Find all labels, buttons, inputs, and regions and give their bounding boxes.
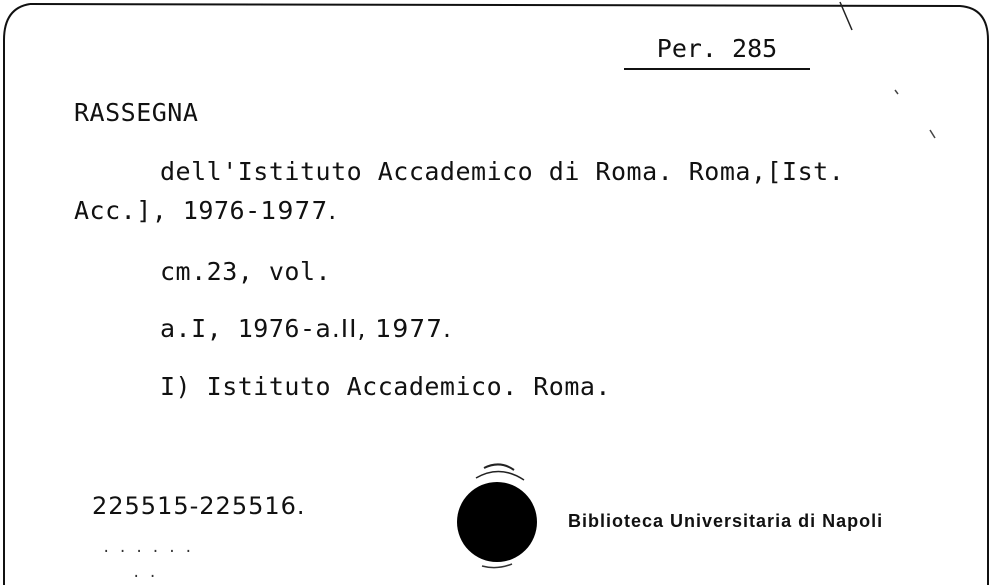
dot-marks-lower: .. [132, 565, 165, 581]
inventory-line [92, 492, 306, 520]
size-line: cm.23, vol. [160, 257, 332, 286]
inventory-typed: 225515- [92, 492, 200, 520]
library-name: Biblioteca Universitaria di Napoli [568, 511, 884, 531]
inventory-handwritten: 225516. [199, 492, 306, 520]
subject-entry: I) Istituto Accademico. Roma. [160, 372, 611, 401]
heading-rassegna: RASSEGNA [74, 98, 199, 127]
holdings-handwritten: a.II, 1977. [315, 314, 452, 343]
call-number: Per. 285 [656, 34, 778, 63]
holdings-line [160, 314, 452, 343]
holdings-typed: a.I, 1976- [160, 314, 316, 343]
title-line-2 [74, 196, 337, 225]
library-seal-icon [452, 460, 542, 570]
title-line-2-handwritten: 1977. [260, 196, 338, 225]
dot-marks: ...... [102, 540, 201, 556]
title-line-1: dell'Istituto Accademico di Roma. Roma,[Ist. [160, 157, 845, 186]
title-line-2-typed: Acc.], 1976- [74, 196, 261, 225]
call-number-underline [624, 68, 810, 70]
